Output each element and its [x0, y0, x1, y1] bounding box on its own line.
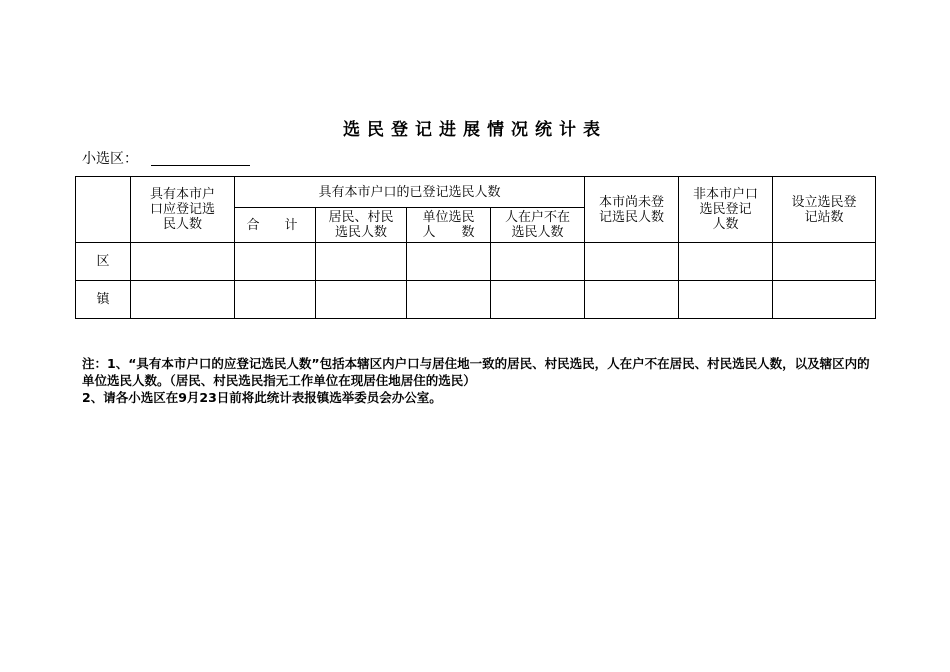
note-line-2: 2、请各小选区在9月23日前将此统计表报镇选举委员会办公室。 — [82, 390, 442, 405]
table-row — [76, 243, 876, 281]
data-cell[interactable] — [585, 281, 679, 319]
data-cell[interactable] — [491, 243, 585, 281]
header-corner-cell — [76, 177, 131, 243]
data-cell[interactable] — [773, 281, 876, 319]
data-cell[interactable] — [235, 281, 316, 319]
data-cell[interactable] — [316, 243, 407, 281]
header-unregistered-voters: 本市尚未登 记选民人数 — [585, 177, 679, 243]
district-label: 小选区： — [82, 151, 138, 167]
header-subtotal: 合 计 — [235, 208, 316, 243]
table-row — [76, 281, 876, 319]
header-registrable-voters: 具有本市户 口应登记选 民人数 — [131, 177, 235, 243]
data-cell[interactable] — [316, 281, 407, 319]
data-cell[interactable] — [585, 243, 679, 281]
data-cell[interactable] — [407, 281, 491, 319]
data-cell[interactable] — [131, 243, 235, 281]
header-registered-voters-group: 具有本市户口的已登记选民人数 — [235, 177, 585, 208]
header-unit-voters: 单位选民 人 数 — [407, 208, 491, 243]
data-cell[interactable] — [679, 281, 773, 319]
note-line-1: 注：1、“具有本市户口的应登记选民人数”包括本辖区内户口与居住地一致的居民、村民选民，人在户不在居民、村民选民人数，以及辖区内的单位选民人数。（居民、村民选民指无工作单位在现居住地居住的选民） — [82, 356, 870, 388]
statistics-table — [75, 176, 876, 319]
district-input-line[interactable] — [151, 165, 250, 166]
page-title: 选民登记进展情况统计表 — [343, 120, 607, 140]
data-cell[interactable] — [679, 243, 773, 281]
row-label-district: 区 — [76, 243, 131, 281]
header-registration-stations: 设立选民登 记站数 — [773, 177, 876, 243]
data-cell[interactable] — [491, 281, 585, 319]
notes-section — [82, 355, 872, 406]
data-cell[interactable] — [235, 243, 316, 281]
header-resident-villager-voters: 居民、村民 选民人数 — [316, 208, 407, 243]
data-cell[interactable] — [407, 243, 491, 281]
data-cell[interactable] — [773, 243, 876, 281]
row-label-town: 镇 — [76, 281, 131, 319]
header-absent-voters: 人在户不在 选民人数 — [491, 208, 585, 243]
data-cell[interactable] — [131, 281, 235, 319]
header-nonlocal-voters: 非本市户口 选民登记 人数 — [679, 177, 773, 243]
